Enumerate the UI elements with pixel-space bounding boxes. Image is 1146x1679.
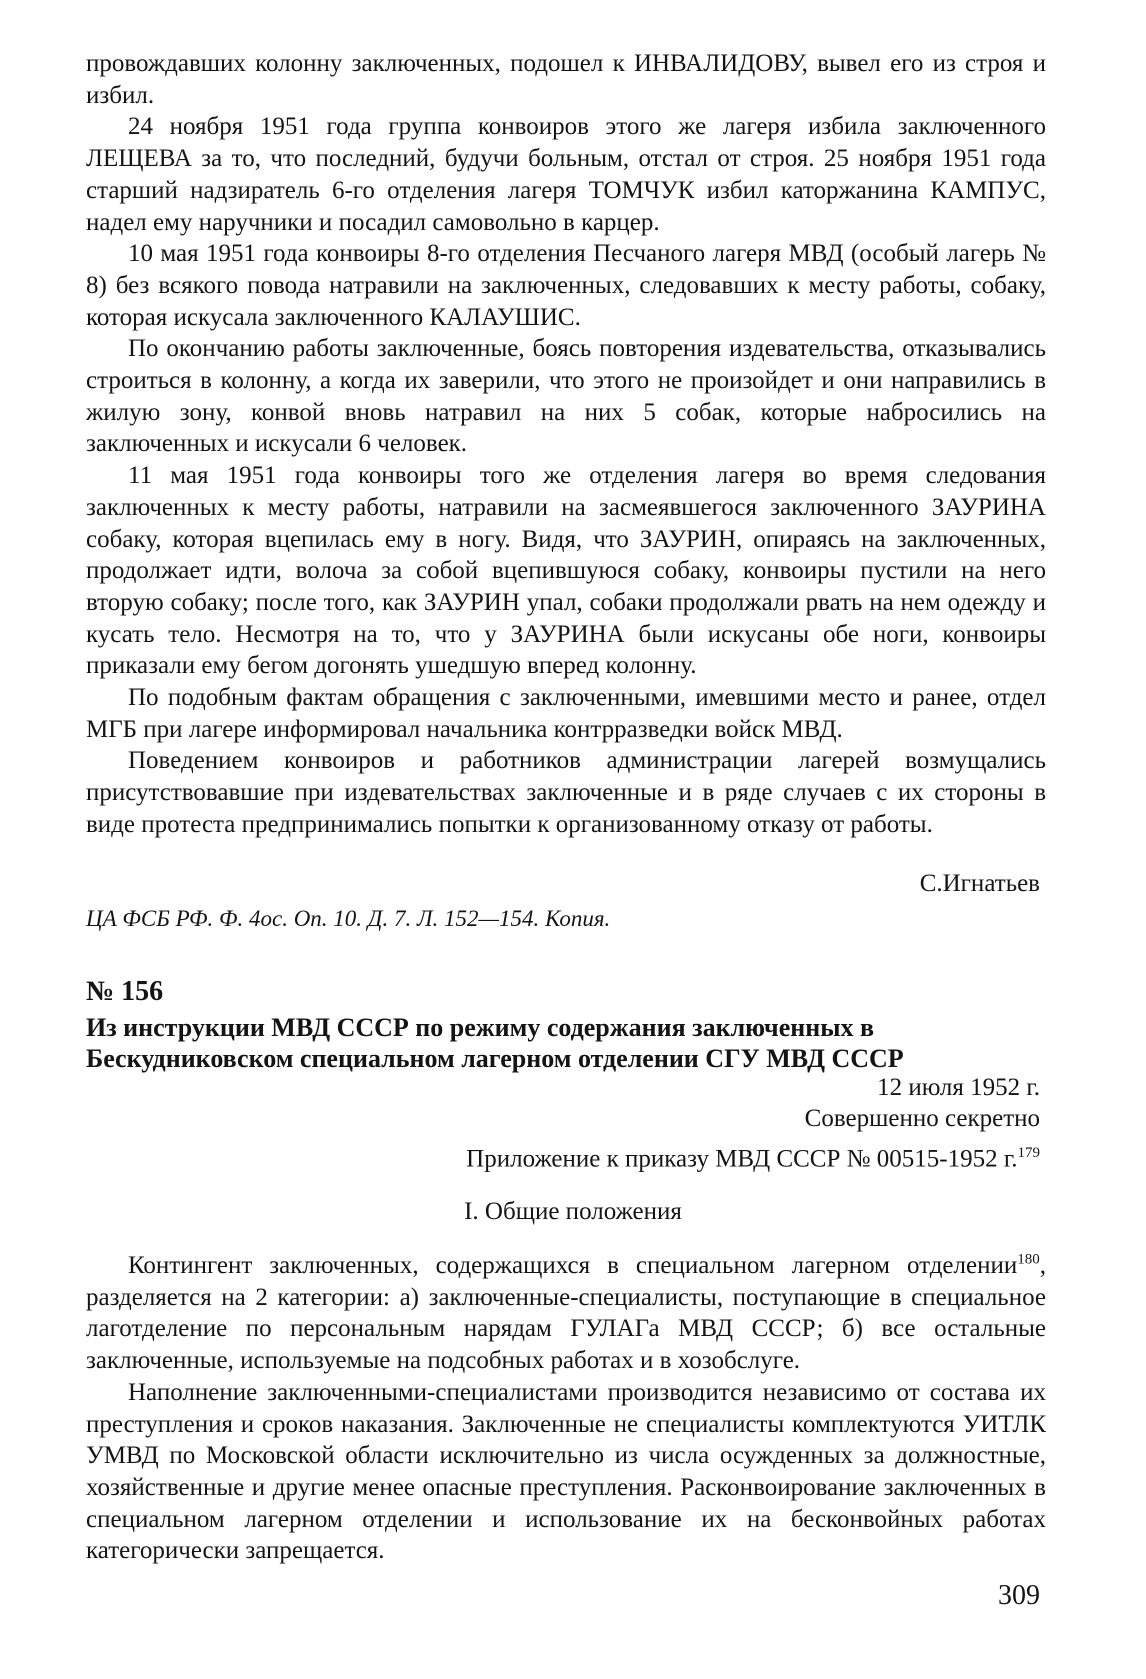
paragraph: провождавших колонну заключенных, подошел к ИНВАЛИДОВУ, вывел его из строя и избил. — [86, 50, 1046, 109]
footnote-ref: 180 — [1017, 1251, 1040, 1268]
classification-label: Совершенно секретно — [804, 1105, 1040, 1132]
paragraph: По подобным фактам обращения с заключенными, имевшими место и ранее, отдел МГБ при лагере информировал начальника контрразведки войск МВД. — [86, 684, 1046, 743]
attachment-text: Приложение к приказу МВД СССР № 00515-1952 г. — [466, 1145, 1018, 1173]
document-date: 12 июля 1952 г. — [877, 1074, 1040, 1101]
paragraph: По окончанию работы заключенные, боясь повторения издевательства, отказывались строиться в колонну, а когда их заверили, что этого не произойдет и они направились в жилую зону, конвой вновь натравил на них 5 собак, которые набросились на заключенных и искусали 6 человек. — [86, 335, 1046, 458]
report-text-block — [86, 48, 1046, 841]
paragraph: Наполнение заключенными-специалистами производится независимо от состава их преступления и сроков наказания. Заключенные не специалисты комплектуются УИТЛК УМВД по Московской области исключительно из числа осужденных за должностные, хозяйственные и другие менее опасные преступления. Расконвоирование заключенных в специальном лагерном отделении и использование их на бесконвойных работах категорически запрещается. — [86, 1378, 1046, 1565]
paragraph: 11 мая 1951 года конвоиры того же отделения лагеря во время следования заключенных к месту работы, натравили на засмеявшегося заключенного ЗАУРИНА собаку, которая вцепилась ему в ногу. Видя, что ЗАУРИН, опираясь на заключенных, продолжает идти, волоча за собой вцепившуюся собаку, конвоиры пустили на него вторую собаку; после того, как ЗАУРИН упал, собаки продолжали рвать на нем одежду и кусать тело. Несмотря на то, что у ЗАУРИНА были искусаны обе ноги, конвоиры приказали ему бегом догонять ушедшую вперед колонну. — [86, 462, 1046, 680]
instruction-text-block — [86, 1250, 1046, 1567]
paragraph — [86, 1250, 1046, 1377]
page-number: 309 — [998, 1580, 1040, 1611]
paragraph-text: , разделяется на 2 категории: а) заключенные-специалисты, поступающие в специальное лаготделение по персональным нарядам ГУЛАГа МВД СССР; б) все остальные заключенные, используемые на подсобных работах и в хозобслуге. — [86, 1252, 1046, 1375]
document-number: № 156 — [86, 976, 164, 1007]
source-citation: ЦА ФСБ РФ. Ф. 4ос. Оп. 10. Д. 7. Л. 152—154. Копия. — [86, 906, 611, 931]
paragraph: 24 ноября 1951 года группа конвоиров этого же лагеря избила заключенного ЛЕЩЕВА за то, что последний, будучи больным, отстал от строя. 25 ноября 1951 года старший надзиратель 6-го отделения лагеря ТОМЧУК избил каторжанина КАМПУС, надел ему наручники и посадил самовольно в карцер. — [86, 113, 1046, 236]
paragraph: 10 мая 1951 года конвоиры 8-го отделения Песчаного лагеря МВД (особый лагерь № 8) без всякого повода натравили на заключенных, следовавших к месту работы, собаку, которая искусала заключенного КАЛАУШИС. — [86, 240, 1046, 331]
attachment-note — [466, 1145, 1040, 1173]
section-heading: I. Общие положения — [464, 1198, 682, 1225]
footnote-ref: 179 — [1017, 1145, 1040, 1161]
signature: С.Игнатьев — [919, 870, 1040, 897]
document-title: Из инструкции МВД СССР по режиму содержания заключенных в Бескудниковском специальном лагерном отделении СГУ МВД СССР — [86, 1013, 904, 1073]
paragraph: Поведением конвоиров и работников администрации лагерей возмущались присутствовавшие при издевательствах заключенные и в ряде случаев с их стороны в виде протеста предпринимались попытки к организованному отказу от работы. — [86, 747, 1046, 838]
paragraph-text: Контингент заключенных, содержащихся в специальном лагерном отделении — [128, 1252, 1018, 1279]
